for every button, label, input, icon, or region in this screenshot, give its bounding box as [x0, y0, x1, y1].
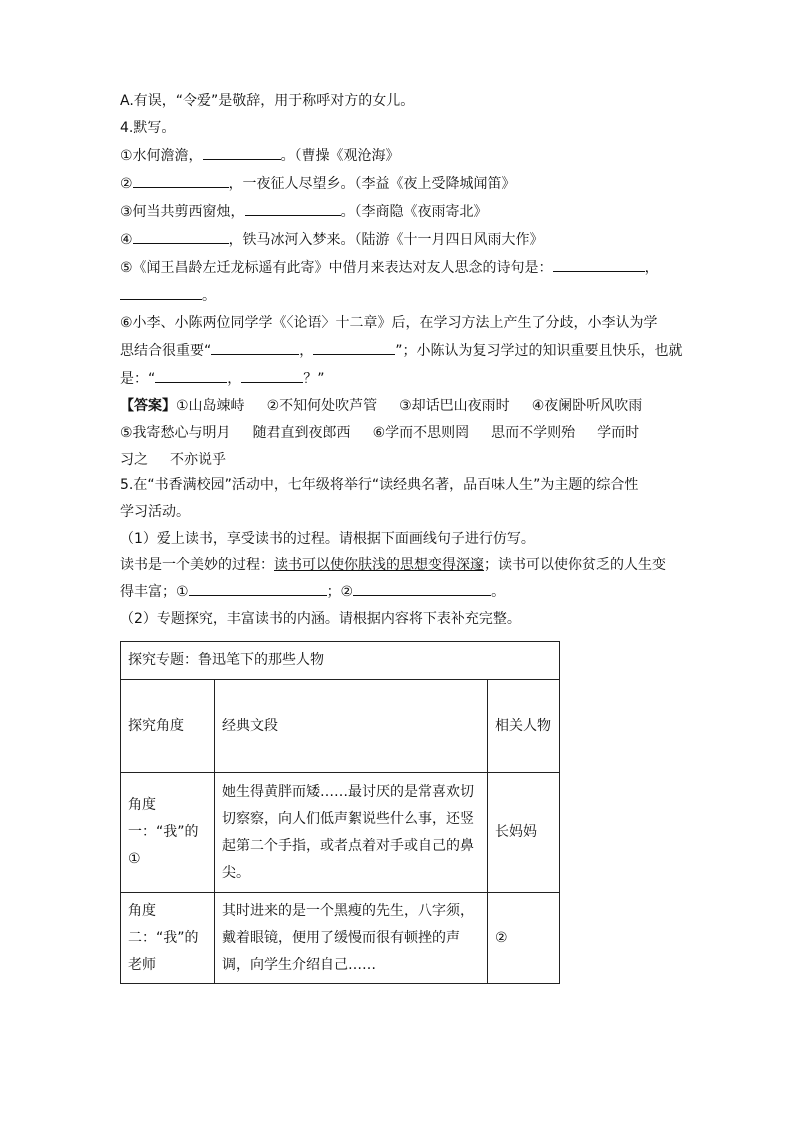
underlined-sentence: 读书可以使你肤浅的思想变得深邃 — [274, 557, 484, 573]
q4-line-5-cont: 。 — [120, 286, 680, 305]
q4-line-4: ④ ，铁马冰河入梦来。（陆游《十一月四日风雨大作》 — [120, 232, 544, 248]
header-angle: 探究角度 — [121, 680, 215, 773]
blank-6b[interactable] — [313, 341, 395, 355]
q5-imitation: 读书是一个美妙的过程：读书可以使你肤浅的思想变得深邃；读书可以使你贫乏的人生变 得丰富；① ；② 。 — [120, 557, 666, 600]
q4-line-6-cont: 思结合很重要“ ， ”；小陈认为复习学过的知识重要且快乐，也就 — [120, 343, 683, 359]
blank-6c[interactable] — [155, 369, 227, 383]
exploration-table — [120, 641, 560, 984]
row2-text: 其时进来的是一个黑瘦的先生，八字须，戴着眼镜，便用了缓慢而很有顿挫的声调，向学生介绍自己…… — [215, 893, 488, 984]
header-text: 经典文段 — [215, 680, 488, 773]
q4-line-6-cont2: 是：“ ， ？” — [120, 371, 325, 387]
q4-line-6: ⑥小李、小陈两位同学学《〈论语〉十二章》后，在学习方法上产生了分歧，小李认为学 — [120, 315, 658, 331]
q4-line-5: ⑤《闻王昌龄左迁龙标遥有此寄》中借月来表达对友人思念的诗句是： ， — [120, 260, 659, 276]
row1-text: 她生得黄胖而矮……最讨厌的是常喜欢切切察察，向人们低声絮说些什么事，还竖起第二个手指，或者点着对手或自己的鼻尖。 — [215, 773, 488, 893]
blank-2[interactable] — [133, 174, 229, 188]
document-body — [120, 92, 683, 637]
blank-5b[interactable] — [120, 286, 202, 300]
row1-person: 长妈妈 — [488, 773, 560, 893]
row2-person[interactable]: ② — [488, 893, 560, 984]
q4-line-1: ①水何澹澹， 。（曹操《观沧海》 — [120, 148, 400, 164]
blank-imitate-1[interactable] — [189, 582, 327, 596]
blank-1[interactable] — [203, 146, 281, 160]
blank-4[interactable] — [133, 230, 229, 244]
blank-6a[interactable] — [211, 341, 299, 355]
answer-block: 【答案】①山岛竦峙 ②不知何处吹芦管 ③却话巴山夜雨时 ④夜阑卧听风吹雨 ⑤我寄愁心与明月 随君直到夜郎西 ⑥学而不思则罔 思而不学则殆 学而时 习之 不亦说乎 — [120, 398, 643, 468]
blank-imitate-2[interactable] — [353, 582, 491, 596]
row1-angle: 角度一：“我”的① — [121, 773, 215, 893]
table-row — [121, 680, 560, 773]
q5-title: 5.在“书香满校园”活动中，七年级将举行“读经典名著，品百味人生”为主题的综合性 学习活动。 — [120, 477, 639, 520]
table-row — [121, 773, 560, 893]
table-row — [121, 893, 560, 984]
blank-3[interactable] — [245, 202, 341, 216]
q4-title: 4.默写。 — [120, 120, 176, 136]
blank-5a[interactable] — [553, 258, 645, 272]
blank-6d[interactable] — [241, 369, 303, 383]
header-person: 相关人物 — [488, 680, 560, 773]
q5-part-2: （2）专题探究，丰富读书的内涵。请根据内容将下表补充完整。 — [120, 611, 521, 627]
table-topic: 探究专题：鲁迅笔下的那些人物 — [121, 642, 560, 680]
row2-angle: 角度二：“我”的老师 — [121, 893, 215, 984]
q4-line-2: ② ，一夜征人尽望乡。（李益《夜上受降城闻笛》 — [120, 176, 516, 192]
table-row — [121, 642, 560, 680]
item-a-text: A.有误，“令爱”是敬辞，用于称呼对方的女儿。 — [120, 93, 415, 109]
q5-part-1: （1）爱上读书，享受读书的过程。请根据下面画线句子进行仿写。 — [120, 531, 535, 547]
q4-line-3: ③何当共剪西窗烛， 。（李商隐《夜雨寄北》 — [120, 204, 488, 220]
